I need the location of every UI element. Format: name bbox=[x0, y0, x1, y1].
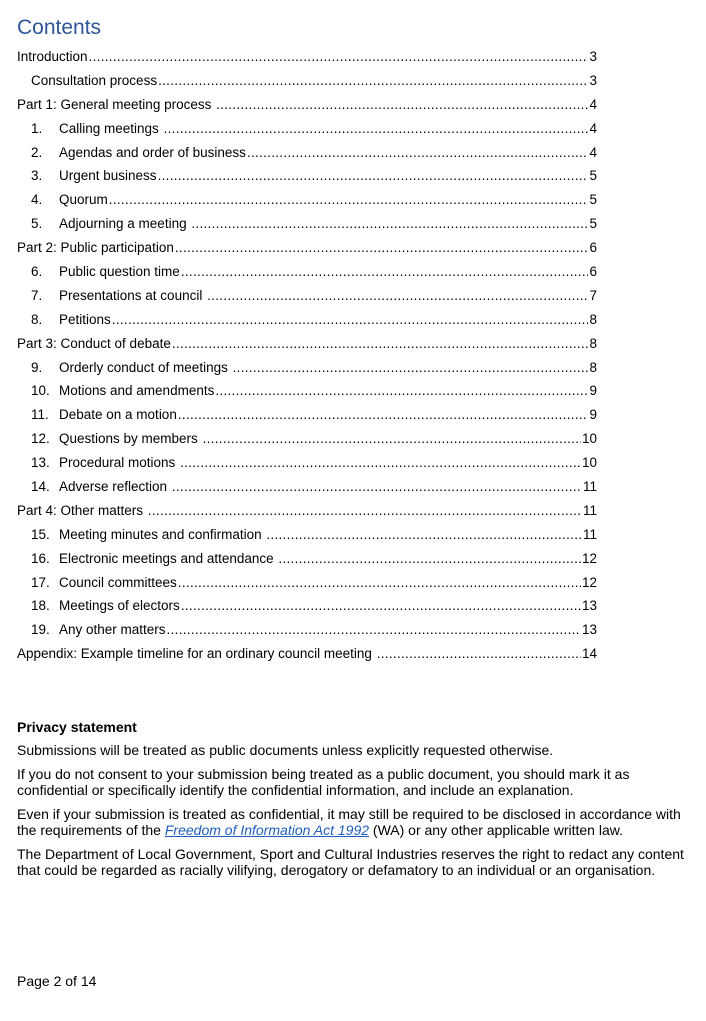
toc-entry[interactable] bbox=[17, 618, 597, 642]
toc-entry-number: 9. bbox=[31, 359, 43, 375]
toc-entry-title: Public question time bbox=[59, 264, 180, 280]
toc-entry-number: 3. bbox=[31, 168, 43, 184]
toc-entry[interactable] bbox=[17, 212, 597, 236]
toc-entry-number: 12. bbox=[31, 431, 50, 447]
toc-entry-title: Quorum bbox=[59, 192, 108, 208]
toc-entry-title: Petitions bbox=[59, 311, 111, 327]
toc-dot-leader bbox=[266, 523, 582, 547]
toc-entry-title: Motions and amendments bbox=[59, 383, 215, 399]
toc-entry-page: 4 bbox=[589, 96, 597, 112]
toc-entry-page: 10 bbox=[581, 455, 597, 471]
toc-entry-title: Electronic meetings and attendance bbox=[59, 550, 278, 566]
toc-entry-title: Agendas and order of business bbox=[59, 144, 246, 160]
toc-entry-title: Part 4: Other matters bbox=[17, 502, 147, 518]
toc-entry[interactable] bbox=[17, 475, 597, 499]
toc-dot-leader bbox=[203, 427, 581, 451]
toc-dot-leader bbox=[158, 69, 588, 93]
privacy-paragraph-2: If you do not consent to your submission being treated as a public document, you should mark it as confidential or specifically identify the confidential information, and include an explanation. bbox=[17, 765, 630, 798]
toc-entry-number: 8. bbox=[31, 311, 43, 327]
toc-entry-title: Presentations at council bbox=[59, 287, 207, 303]
toc-entry[interactable] bbox=[17, 164, 597, 188]
privacy-paragraph-3-end: (WA) or any other applicable written law. bbox=[369, 822, 623, 838]
toc-dot-leader bbox=[191, 212, 588, 236]
toc-entry-page: 6 bbox=[589, 240, 597, 256]
toc-entry-page: 14 bbox=[581, 646, 597, 662]
toc-dot-leader bbox=[278, 547, 581, 571]
toc-entry-title: Orderly conduct of meetings bbox=[59, 359, 232, 375]
toc-entry-number: 15. bbox=[31, 526, 50, 542]
toc-entry-title: Adjourning a meeting bbox=[59, 216, 191, 232]
toc-entry-title: Meetings of electors bbox=[59, 598, 180, 614]
toc-entry-page: 8 bbox=[589, 359, 597, 375]
privacy-paragraph-3 bbox=[17, 806, 693, 839]
toc-entry-title: Calling meetings bbox=[59, 120, 163, 136]
toc-entry-number: 14. bbox=[31, 479, 50, 495]
toc-entry-number: 17. bbox=[31, 574, 50, 590]
privacy-heading: Privacy statement bbox=[17, 719, 137, 735]
toc-entry[interactable] bbox=[17, 499, 597, 523]
toc-entry[interactable] bbox=[17, 93, 597, 117]
toc-dot-leader bbox=[112, 308, 589, 332]
toc-dot-leader bbox=[247, 141, 589, 165]
toc-entry-page: 3 bbox=[589, 72, 597, 88]
toc-dot-leader bbox=[178, 571, 581, 595]
contents-title: Contents bbox=[17, 16, 102, 39]
toc-entry-title: Appendix: Example timeline for an ordinary council meeting bbox=[17, 646, 376, 662]
toc-entry-title: Meeting minutes and confirmation bbox=[59, 526, 266, 542]
toc-entry-page: 10 bbox=[581, 431, 597, 447]
toc-entry-number: 11. bbox=[31, 407, 49, 423]
toc-dot-leader bbox=[377, 642, 581, 666]
page-number: Page 2 of 14 bbox=[17, 973, 97, 989]
toc-dot-leader bbox=[207, 284, 588, 308]
toc-entry-title: Part 2: Public participation bbox=[17, 240, 174, 256]
toc-dot-leader bbox=[172, 332, 589, 356]
toc-entry-page: 5 bbox=[589, 168, 597, 184]
toc-entry-page: 12 bbox=[581, 550, 597, 566]
toc-entry[interactable] bbox=[17, 45, 597, 69]
toc-entry-page: 8 bbox=[589, 311, 597, 327]
toc-entry-number: 19. bbox=[31, 622, 50, 638]
toc-entry-page: 6 bbox=[589, 264, 597, 280]
table-of-contents bbox=[17, 14, 597, 666]
toc-dot-leader bbox=[167, 618, 581, 642]
toc-entry-page: 9 bbox=[589, 407, 597, 423]
toc-dot-leader bbox=[89, 45, 589, 69]
toc-entry-title: Part 3: Conduct of debate bbox=[17, 335, 171, 351]
toc-entry-page: 13 bbox=[581, 622, 597, 638]
toc-entry-title: Procedural motions bbox=[59, 455, 180, 471]
toc-entry-title: Questions by members bbox=[59, 431, 202, 447]
toc-entry[interactable] bbox=[17, 451, 597, 475]
toc-entry[interactable] bbox=[17, 141, 597, 165]
toc-entry-number: 2. bbox=[31, 144, 43, 160]
privacy-paragraph-4: The Department of Local Government, Sport and Cultural Industries reserves the right to redact any content that could be regarded as racially vilifying, derogatory or defamatory to an individual or an organisation. bbox=[17, 845, 684, 878]
toc-entry-title: Council committees bbox=[59, 574, 177, 590]
toc-entry-title: Urgent business bbox=[59, 168, 157, 184]
toc-dot-leader bbox=[233, 356, 589, 380]
toc-dot-leader bbox=[181, 260, 589, 284]
toc-entry-number: 4. bbox=[31, 192, 43, 208]
privacy-statement bbox=[17, 718, 693, 886]
toc-dot-leader bbox=[216, 93, 588, 117]
toc-entry-page: 11 bbox=[582, 479, 597, 495]
toc-entry[interactable] bbox=[17, 69, 597, 93]
toc-dot-leader bbox=[181, 594, 581, 618]
toc-entry-page: 12 bbox=[581, 574, 597, 590]
toc-list bbox=[17, 45, 597, 666]
toc-dot-leader bbox=[148, 499, 582, 523]
toc-entry[interactable] bbox=[17, 356, 597, 380]
toc-dot-leader bbox=[178, 403, 589, 427]
toc-entry-number: 13. bbox=[31, 455, 50, 471]
toc-entry[interactable] bbox=[17, 379, 597, 403]
foi-act-link[interactable]: Freedom of Information Act 1992 bbox=[164, 822, 370, 838]
toc-entry-title: Adverse reflection bbox=[59, 479, 171, 495]
toc-entry[interactable] bbox=[17, 571, 597, 595]
toc-entry[interactable] bbox=[17, 236, 597, 260]
toc-entry[interactable] bbox=[17, 308, 597, 332]
privacy-paragraph-1: Submissions will be treated as public documents unless explicitly requested otherwise. bbox=[17, 742, 554, 758]
toc-entry-title: Introduction bbox=[17, 49, 88, 64]
toc-entry-page: 3 bbox=[589, 49, 597, 64]
toc-dot-leader bbox=[215, 379, 588, 403]
toc-entry[interactable] bbox=[17, 523, 597, 547]
toc-dot-leader bbox=[158, 164, 589, 188]
toc-entry-number: 16. bbox=[31, 550, 50, 566]
toc-dot-leader bbox=[109, 188, 589, 212]
toc-entry-page: 5 bbox=[589, 216, 597, 232]
toc-entry-number: 6. bbox=[31, 264, 43, 280]
toc-entry[interactable] bbox=[17, 284, 597, 308]
toc-entry-number: 1. bbox=[31, 120, 43, 136]
toc-entry-title: Debate on a motion bbox=[59, 407, 177, 423]
toc-entry-page: 11 bbox=[582, 502, 597, 518]
toc-dot-leader bbox=[175, 236, 589, 260]
toc-entry-title: Part 1: General meeting process bbox=[17, 96, 216, 112]
toc-entry-number: 10. bbox=[31, 383, 50, 399]
toc-entry-number: 7. bbox=[31, 287, 43, 303]
toc-entry[interactable] bbox=[17, 188, 597, 212]
toc-dot-leader bbox=[164, 117, 589, 141]
toc-entry[interactable] bbox=[17, 594, 597, 618]
toc-entry[interactable] bbox=[17, 260, 597, 284]
toc-entry-title: Any other matters bbox=[59, 622, 166, 638]
toc-entry[interactable] bbox=[17, 547, 597, 571]
toc-entry-page: 5 bbox=[589, 192, 597, 208]
toc-entry-page: 9 bbox=[589, 383, 597, 399]
toc-entry[interactable] bbox=[17, 332, 597, 356]
toc-entry-number: 5. bbox=[31, 216, 43, 232]
toc-dot-leader bbox=[180, 451, 581, 475]
toc-entry-page: 8 bbox=[589, 335, 597, 351]
toc-entry[interactable] bbox=[17, 642, 597, 666]
toc-entry-page: 11 bbox=[582, 526, 597, 542]
privacy-paragraph-3-start: Even if your submission is treated as confidential, it may still be required to be disclosed in accordance with the requirements of the bbox=[17, 805, 681, 838]
toc-entry-page: 4 bbox=[589, 120, 597, 136]
toc-entry-number: 18. bbox=[31, 598, 50, 614]
toc-entry-title: Consultation process bbox=[31, 72, 158, 88]
toc-entry-page: 13 bbox=[581, 598, 597, 614]
toc-entry[interactable] bbox=[17, 427, 597, 451]
toc-entry[interactable] bbox=[17, 403, 597, 427]
toc-entry[interactable] bbox=[17, 117, 597, 141]
toc-entry-page: 7 bbox=[589, 287, 597, 303]
toc-entry-page: 4 bbox=[589, 144, 597, 160]
toc-dot-leader bbox=[172, 475, 582, 499]
